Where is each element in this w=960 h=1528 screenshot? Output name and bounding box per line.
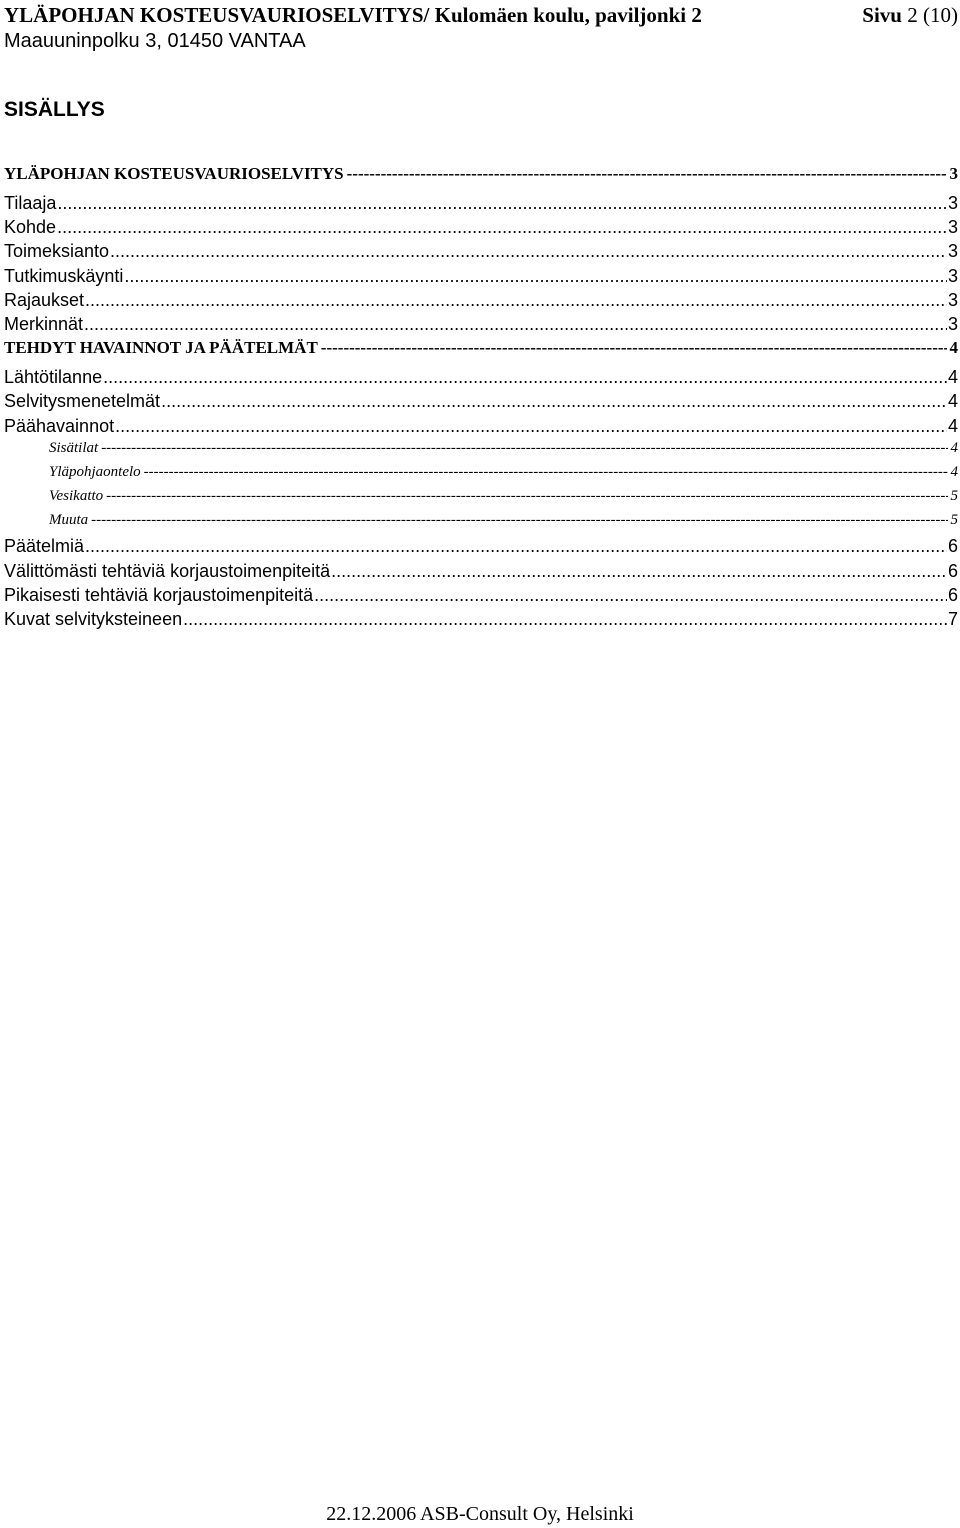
toc-entry-label: Lähtötilanne	[4, 367, 103, 388]
toc-entry-label: Sisätilat	[49, 439, 99, 456]
toc-leader	[110, 241, 947, 262]
toc-entry-label: Toimeksianto	[4, 241, 110, 262]
toc-entry-label: Kohde	[4, 217, 57, 238]
toc-entry-paahavainnot[interactable]	[4, 416, 958, 440]
page-indicator	[862, 2, 958, 28]
toc-leader	[183, 609, 947, 630]
document-title: YLÄPOHJAN KOSTEUSVAURIOSELVITYS/ Kulomäen koulu, paviljonki 2	[4, 3, 702, 27]
toc-leader	[321, 338, 947, 358]
toc-entry-page: 4	[949, 338, 958, 358]
table-of-contents	[4, 164, 958, 633]
footer-text: 22.12.2006 ASB-Consult Oy, Helsinki	[326, 1503, 634, 1525]
toc-entry-vesikatto[interactable]	[4, 488, 958, 512]
toc-entry-toimeksianto[interactable]	[4, 241, 958, 265]
toc-entry-label: TEHDYT HAVAINNOT JA PÄÄTELMÄT	[4, 338, 318, 358]
toc-entry-label: Rajaukset	[4, 289, 85, 310]
page-footer	[0, 1502, 960, 1526]
toc-entry-muuta[interactable]	[4, 512, 958, 536]
toc-leader	[314, 585, 947, 606]
site-address: Maauuninpolku 3, 01450 VANTAA	[4, 30, 306, 52]
toc-heading: SISÄLLYS	[4, 98, 105, 121]
toc-entry-label: Päähavainnot	[4, 415, 115, 436]
toc-leader	[331, 561, 947, 582]
toc-leader	[91, 512, 947, 529]
toc-entry-tehdyt-havainnot-ja-paatelmat[interactable]	[4, 338, 958, 367]
toc-leader	[85, 536, 947, 557]
toc-entry-page: 3	[947, 289, 958, 310]
toc-entry-valittomasti-tehtavia[interactable]	[4, 561, 958, 585]
toc-entry-tutkimuskaynti[interactable]	[4, 266, 958, 290]
toc-entry-page: 4	[950, 439, 958, 456]
toc-leader	[124, 266, 947, 287]
toc-entry-merkinnat[interactable]	[4, 314, 958, 338]
toc-entry-page: 5	[950, 512, 958, 529]
toc-entry-page: 3	[947, 193, 958, 213]
toc-entry-label: Tutkimuskäynti	[4, 265, 124, 286]
toc-entry-ylapohjan-kosteusvaurioselvitys[interactable]	[4, 164, 958, 193]
toc-entry-page: 6	[947, 560, 958, 581]
toc-entry-page: 4	[947, 367, 958, 388]
toc-entry-label: Yläpohjaontelo	[49, 463, 141, 480]
toc-leader	[103, 367, 947, 388]
toc-entry-paatelmia[interactable]	[4, 536, 958, 560]
toc-leader	[84, 314, 947, 335]
toc-entry-page: 4	[950, 463, 958, 480]
toc-entry-label: Päätelmiä	[4, 536, 85, 557]
toc-entry-page: 3	[947, 265, 958, 286]
toc-leader	[161, 391, 947, 412]
toc-leader	[57, 217, 947, 238]
toc-entry-label: Muuta	[49, 512, 89, 529]
toc-entry-rajaukset[interactable]	[4, 290, 958, 314]
toc-leader	[144, 464, 948, 481]
toc-leader	[85, 290, 947, 311]
toc-entry-label: Välittömästi tehtäviä korjaustoimenpiteitä	[4, 560, 331, 581]
toc-entry-label: YLÄPOHJAN KOSTEUSVAURIOSELVITYS	[4, 164, 344, 183]
toc-entry-ylapohjaontelo[interactable]	[4, 464, 958, 488]
toc-entry-kuvat-selvityksteineen[interactable]	[4, 609, 958, 633]
toc-entry-sisatilat[interactable]	[4, 440, 958, 464]
toc-leader	[57, 193, 947, 214]
toc-entry-page: 3	[947, 313, 958, 334]
toc-entry-selvitysmenetelmat[interactable]	[4, 391, 958, 415]
header-title-row	[4, 2, 958, 28]
toc-leader	[106, 488, 947, 505]
toc-entry-page: 3	[947, 241, 958, 262]
toc-entry-page: 6	[947, 536, 958, 557]
page-number: 2 (10)	[907, 3, 958, 27]
toc-leader	[115, 416, 947, 437]
toc-entry-kohde[interactable]	[4, 217, 958, 241]
toc-entry-label: Selvitysmenetelmät	[4, 391, 161, 412]
toc-entry-label: Merkinnät	[4, 313, 84, 334]
toc-entry-label: Kuvat selvityksteineen	[4, 609, 183, 629]
toc-entry-label: Vesikatto	[49, 488, 104, 505]
page-label: Sivu	[862, 3, 902, 27]
toc-entry-label: Tilaaja	[4, 193, 57, 213]
toc-entry-page: 3	[947, 217, 958, 238]
toc-entry-label: Pikaisesti tehtäviä korjaustoimenpiteitä	[4, 584, 314, 605]
toc-entry-lahtotilanne[interactable]	[4, 367, 958, 391]
toc-entry-page: 7	[947, 609, 958, 629]
toc-entry-page: 6	[947, 584, 958, 605]
toc-entry-page: 3	[949, 164, 958, 183]
toc-leader	[347, 164, 947, 184]
toc-entry-pikaisesti-tehtavia[interactable]	[4, 585, 958, 609]
toc-entry-page: 4	[947, 415, 958, 436]
toc-entry-page: 5	[950, 488, 958, 505]
toc-entry-tilaaja[interactable]	[4, 193, 958, 217]
toc-leader	[101, 440, 947, 457]
page-header	[4, 2, 958, 54]
toc-entry-page: 4	[947, 391, 958, 412]
